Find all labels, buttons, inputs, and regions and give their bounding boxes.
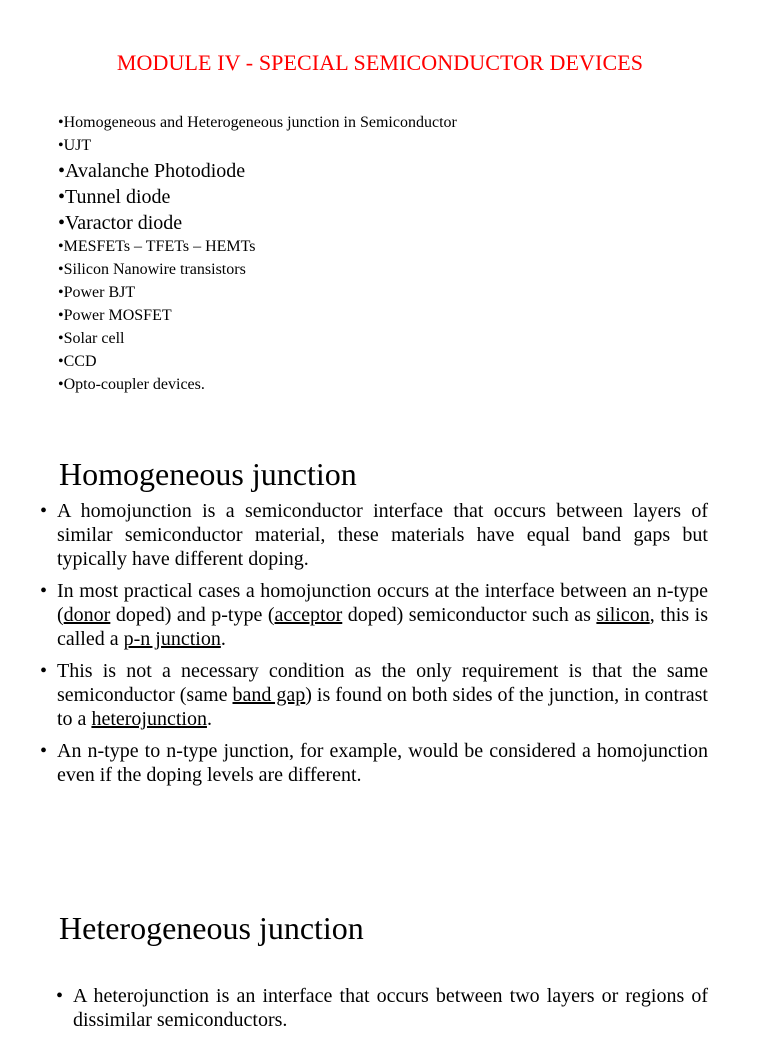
bullet-text: An n-type to n-type junction, for example, would be considered a homojunction even if the doping levels are different. [57, 740, 708, 786]
bullet-text: , this is called a [57, 604, 708, 650]
topic-list [58, 112, 457, 397]
bullet-dot: • [40, 580, 48, 602]
topic-item: •Power BJT [58, 284, 136, 301]
link-donor[interactable]: donor [63, 604, 111, 626]
link-silicon[interactable]: silicon [596, 604, 650, 626]
module-title: MODULE IV - SPECIAL SEMICONDUCTOR DEVICES [116, 50, 644, 75]
topic-item: •Homogeneous and Heterogeneous junction in Semiconductor [58, 114, 457, 131]
topic-item: •MESFETs – TFETs – HEMTs [58, 238, 256, 255]
topic-item: •UJT [58, 137, 92, 154]
heterogeneous-heading: Heterogeneous junction [59, 910, 364, 946]
link-band-gap[interactable]: band gap [232, 684, 306, 706]
bullet-text: doped) semiconductor such as [342, 604, 597, 626]
bullet-dot: • [40, 660, 48, 682]
bullet-dot: • [56, 985, 64, 1007]
bullet-item [40, 739, 708, 787]
bullet-item [40, 659, 708, 731]
bullet-item [56, 984, 708, 1032]
bullet-item [40, 579, 708, 651]
topic-item: •Solar cell [58, 330, 125, 347]
bullet-item [40, 499, 708, 571]
topic-item: •Power MOSFET [58, 307, 172, 324]
bullet-text: A heterojunction is an interface that occurs between two layers or regions of dissimilar semiconductors. [73, 985, 708, 1031]
bullet-text: . [220, 628, 226, 650]
bullet-dot: • [40, 500, 48, 522]
bullet-text: This is not a necessary condition as the only requirement is that the same semiconductor (same [57, 660, 708, 706]
topic-item: •CCD [58, 353, 97, 370]
topic-item: •Silicon Nanowire transistors [58, 261, 246, 278]
bullet-text: . [206, 708, 212, 730]
topic-item: •Tunnel diode [58, 186, 171, 208]
homogeneous-heading: Homogeneous junction [59, 456, 357, 492]
bullet-dot: • [40, 740, 48, 762]
topic-item: •Opto-coupler devices. [58, 376, 205, 393]
bullet-text: A homojunction is a semiconductor interface that occurs between layers of similar semiconductor material, these materials have equal band gaps but typically have different doping. [57, 500, 708, 570]
topic-item: •Varactor diode [58, 212, 183, 234]
bullet-text: doped) and p-type ( [110, 604, 275, 626]
link-heterojunction[interactable]: heterojunction [91, 708, 207, 730]
topic-item: •Avalanche Photodiode [58, 160, 246, 182]
bullet-text: ) is found on both sides of the junction, in contrast to a [57, 684, 708, 730]
heterogeneous-bullets [56, 984, 708, 1040]
bullet-text: In most practical cases a homojunction occurs at the interface between an n-type ( [57, 580, 708, 626]
homogeneous-bullets [40, 499, 708, 795]
link-acceptor[interactable]: acceptor [274, 604, 343, 626]
link-pn-junction[interactable]: p-n junction [123, 628, 221, 650]
